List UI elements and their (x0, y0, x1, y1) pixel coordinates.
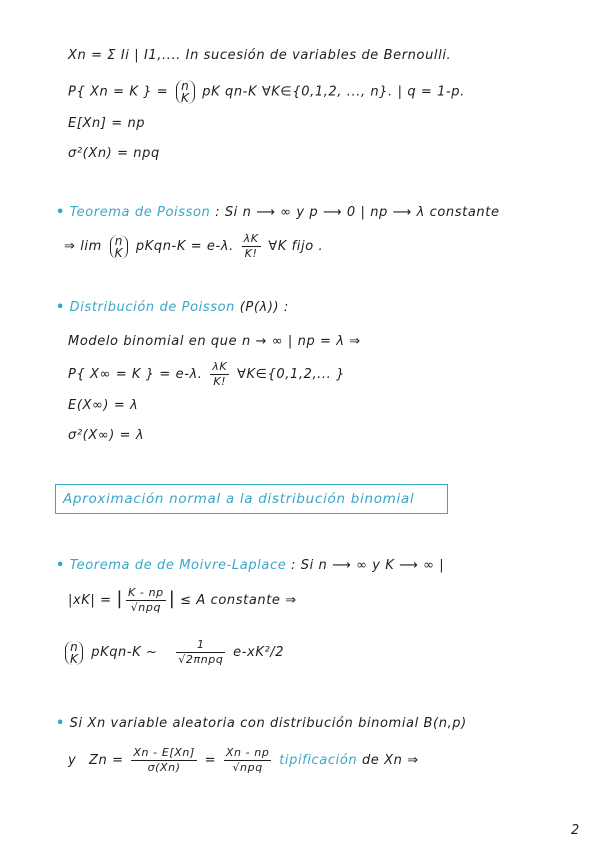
poisson-dist-heading (56, 300, 289, 315)
variance-line: σ²(Xn) = npq (68, 146, 160, 161)
moivre-approx-middle: pKqn-K ~ (91, 645, 158, 660)
sum-definition-line: Xn = Σ Ii | I1,.... In sucesión de variables de Bernoulli. (68, 48, 452, 63)
zn-fraction-2: $\frac{Xn - np}{\text{√npq}}$ (225, 746, 270, 774)
standard-text: Si Xn variable aleatoria con distribución binomial B(n,p) (69, 716, 467, 731)
poisson-pmf-tail: ∀K∈{0,1,2,... } (236, 367, 345, 382)
poisson-theorem-text: : Si n ⟶ ∞ y p ⟶ 0 | np ⟶ λ constante (215, 205, 500, 220)
binomial-coefficient: n K (110, 235, 128, 259)
normal-fraction: $\frac{1}{\text{√2πnpq}}$ (178, 638, 224, 666)
zn-label: Zn = (89, 753, 124, 768)
zn-fraction-1: $\frac{Xn - E[Xn]}{\sigma(Xn)}$ (133, 746, 195, 774)
limit-prefix: ⇒ lim (64, 239, 102, 254)
lambda-fraction: $\frac{\lambda K}{K!}$ (243, 232, 259, 260)
pmf-lhs: P{ Xn = K } = (68, 84, 169, 100)
poisson-limit-line (64, 232, 323, 261)
poisson-theorem-line (56, 205, 500, 220)
page-number: 2 (571, 823, 580, 838)
section-title: Aproximación normal a la distribución binomial (63, 491, 415, 507)
normal-exponent: e-xK²/2 (233, 645, 285, 660)
xk-abs: |xK| = (68, 593, 112, 608)
limit-middle: pKqn-K = e-λ. (135, 239, 234, 254)
standard-tail: de Xn ⇒ (361, 753, 419, 768)
equals-sign: = (204, 753, 217, 768)
standard-formula-line (68, 746, 419, 775)
moivre-label: Teorema de de Moivre-Laplace (69, 558, 287, 573)
poisson-pmf-lhs: P{ X∞ = K } = e-λ. (68, 367, 203, 382)
poisson-variance-line: σ²(X∞) = λ (68, 428, 145, 443)
poisson-model-line: Modelo binomial en que n → ∞ | np = λ ⇒ (68, 334, 361, 349)
binomial-pmf-line (68, 80, 465, 104)
standard-heading (56, 716, 467, 731)
moivre-approx-line (62, 638, 284, 667)
moivre-text: : Si n ⟶ ∞ y K ⟶ ∞ | (291, 558, 445, 573)
bullet-icon: • (56, 558, 65, 573)
binomial-coefficient: n K (176, 80, 194, 104)
moivre-heading (56, 558, 444, 573)
limit-tail: ∀K fijo . (268, 239, 324, 254)
poisson-fraction: $\frac{\lambda K}{K!}$ (212, 360, 228, 388)
moivre-condition-line: |xK| = | $\frac{K - np}{\text{√npq}}$ | ≤ A constante ⇒ (68, 586, 297, 614)
section-title-box (55, 484, 448, 514)
bullet-icon: • (56, 300, 65, 315)
tipificacion-label: tipificación (279, 753, 358, 768)
pmf-rhs: pK qn-K ∀K∈{0,1,2, ..., n}. | q = 1-p. (202, 84, 465, 100)
poisson-theorem-label: Teorema de Poisson (69, 205, 211, 220)
bullet-icon: • (56, 716, 65, 731)
moivre-condition-tail: ≤ A constante ⇒ (180, 593, 297, 608)
poisson-dist-label-tail: (P(λ)) : (239, 300, 289, 315)
binomial-coefficient: n K (65, 641, 83, 665)
bullet-icon: • (56, 205, 65, 220)
poisson-dist-label: Distribución de Poisson (69, 300, 236, 315)
poisson-expectation-line: E(X∞) = λ (68, 398, 139, 413)
moivre-fraction: $\frac{K - np}{\text{√npq}}$ (128, 586, 164, 614)
poisson-pmf-line (68, 360, 345, 389)
expectation-line: E[Xn] = np (68, 116, 146, 131)
and-word: y (68, 753, 77, 768)
